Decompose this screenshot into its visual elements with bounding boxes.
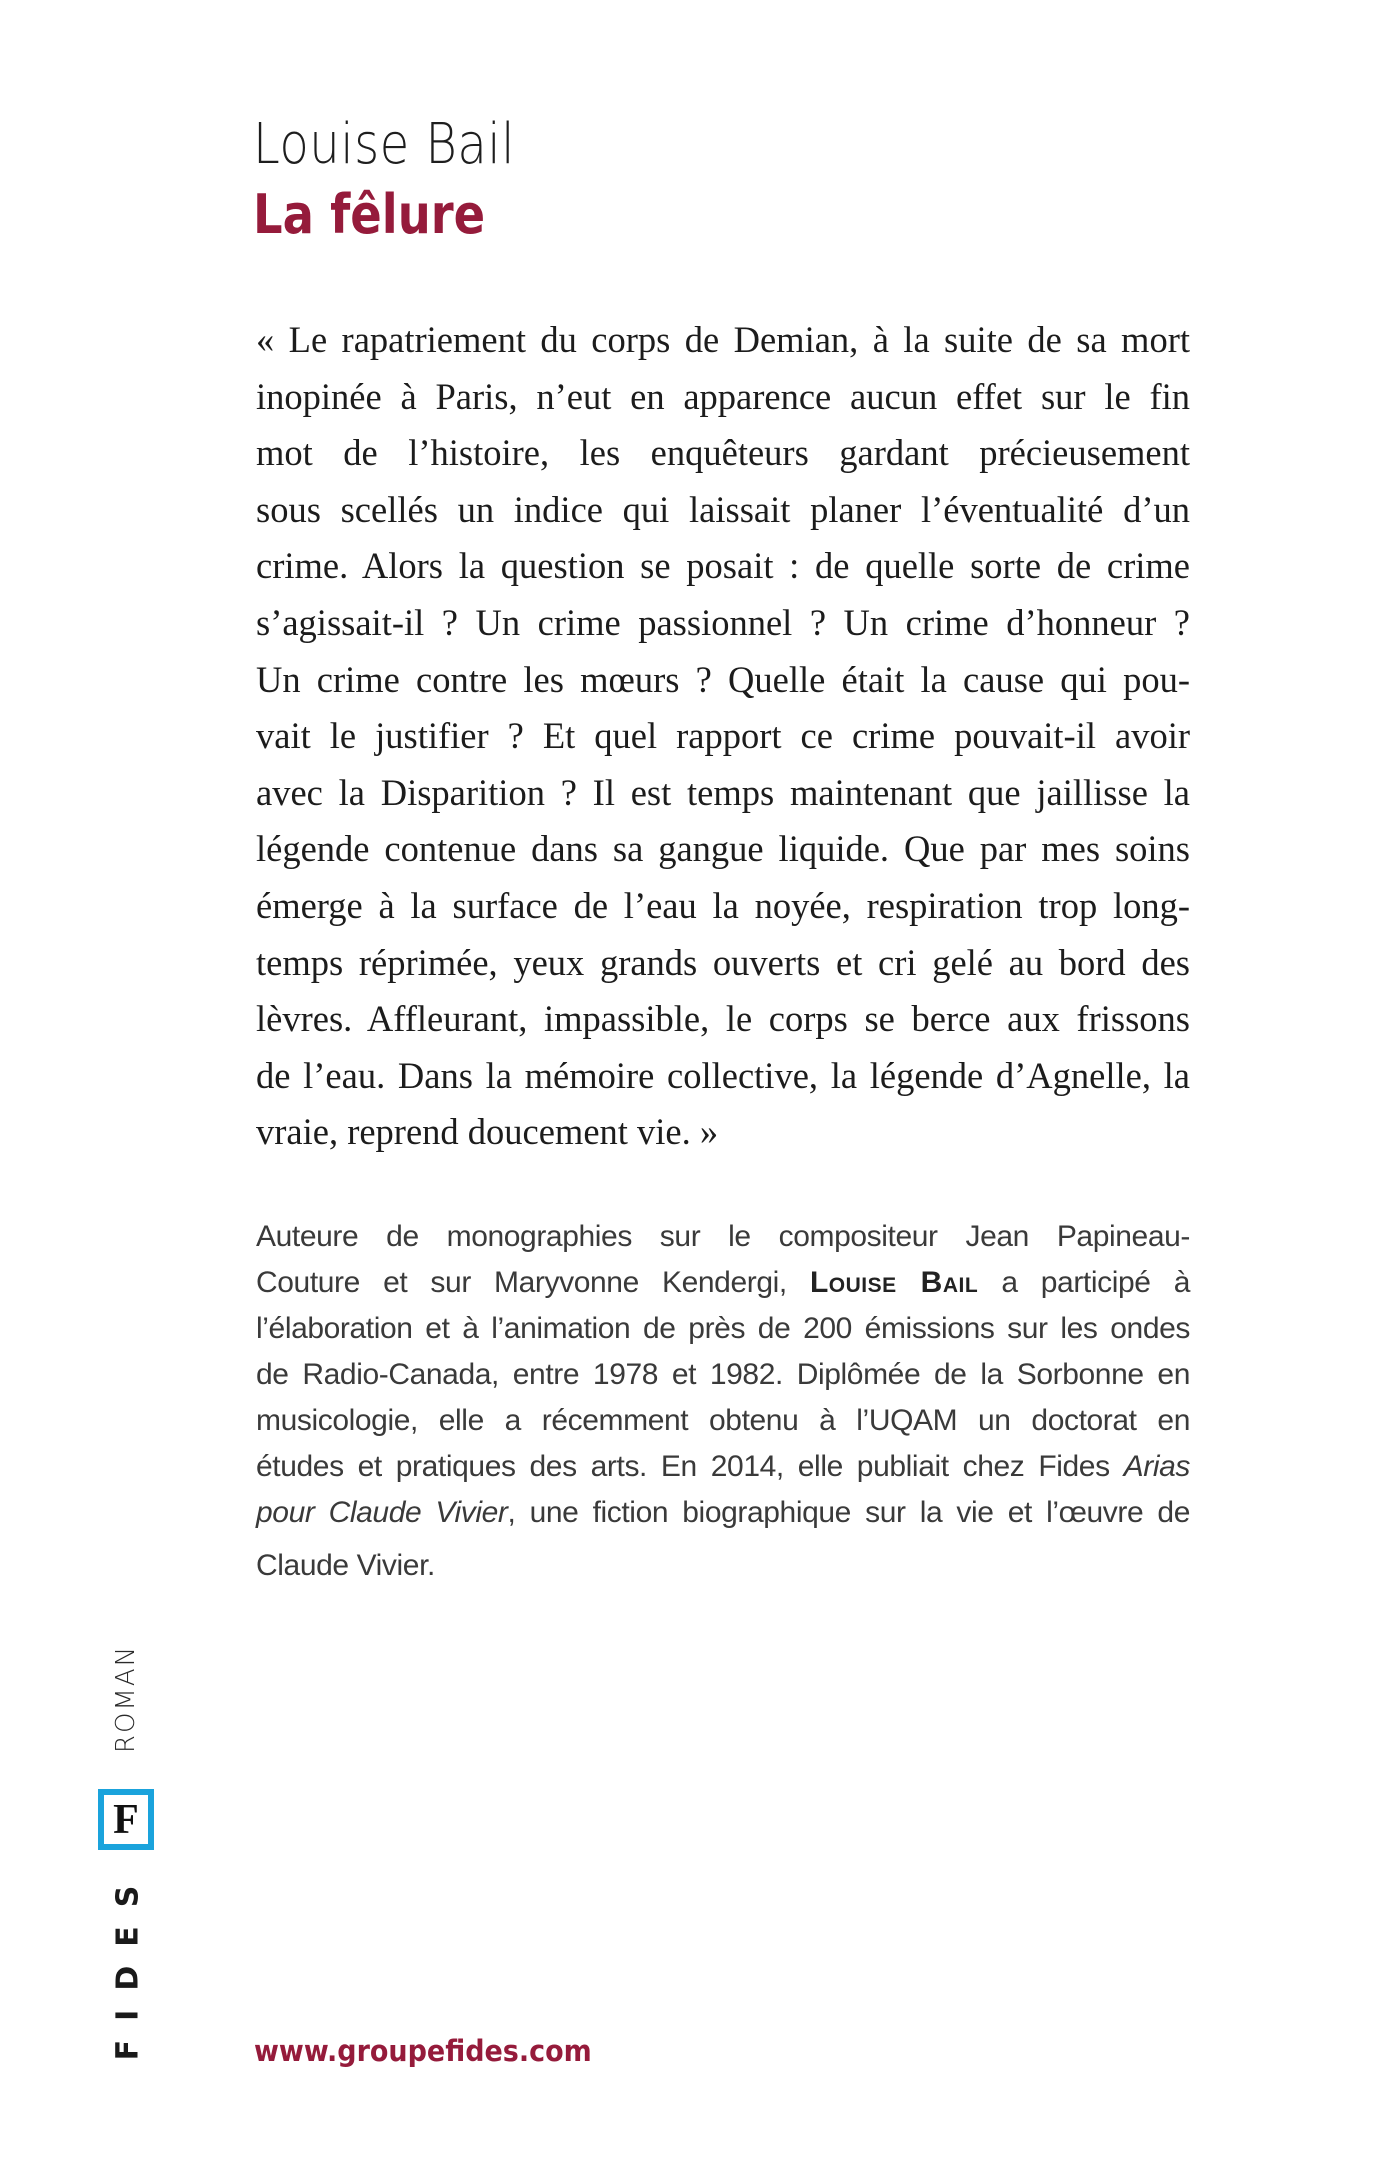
book-title-italic: Arias: [1123, 1450, 1190, 1483]
quote-line: lèvres. Affleurant, impassible, le corps se berce aux frissons: [256, 998, 1190, 1040]
quote-line: Un crime contre les mœurs ? Quelle était la cause qui pou-: [256, 658, 1190, 700]
quote-line: vait le justifier ? Et quel rapport ce crime pouvait-il avoir: [256, 715, 1190, 757]
quote-line: émerge à la surface de l’eau la noyée, respiration trop long-: [256, 884, 1190, 926]
quote-line: mot de l’histoire, les enquêteurs gardant précieusement: [256, 432, 1190, 474]
publisher-text: FIDES: [110, 1866, 146, 2061]
bio-line: [256, 1490, 1190, 1536]
bio-line: [256, 1260, 1190, 1306]
bio-line: Claude Vivier.: [256, 1549, 435, 1582]
bio-text: , une fiction biographique sur la vie et l’œuvre de: [507, 1496, 1190, 1529]
book-title: La fêlure: [253, 183, 486, 246]
quote-line: « Le rapatriement du corps de Demian, à la suite de sa mort: [256, 319, 1190, 360]
quote-line: temps réprimée, yeux grands ouverts et cri gelé au bord des: [256, 941, 1190, 983]
quote-line: crime. Alors la question se posait : de quelle sorte de crime: [256, 545, 1190, 587]
bio-text: études et pratiques des arts. En 2014, elle publiait chez Fides: [256, 1450, 1124, 1483]
excerpt-quote: [256, 312, 1190, 1161]
bio-line: de Radio-Canada, entre 1978 et 1982. Diplômée de la Sorbonne en: [256, 1358, 1190, 1391]
bio-text: Couture et sur Maryvonne Kendergi,: [256, 1266, 810, 1299]
quote-line: vraie, reprend doucement vie. »: [256, 1111, 719, 1153]
publisher-website-link[interactable]: www.groupefides.com: [254, 2034, 592, 2068]
book-title-italic: pour Claude Vivier: [256, 1496, 508, 1529]
author-name: Louise Bail: [253, 112, 515, 177]
quote-line: inopinée à Paris, n’eut en apparence aucun effet sur le fin: [256, 375, 1190, 417]
quote-line: avec la Disparition ? Il est temps maintenant que jaillisse la: [256, 771, 1190, 813]
bio-author-name: Louise Bail: [809, 1266, 979, 1299]
quote-line: légende contenue dans sa gangue liquide. Que par mes soins: [256, 828, 1190, 870]
bio-line: Auteure de monographies sur le compositeur Jean Papineau-: [256, 1220, 1190, 1253]
bio-line: musicologie, elle a récemment obtenu à l’UQAM un doctorat en: [256, 1404, 1190, 1437]
genre-text: ROMAN: [111, 1644, 141, 1754]
quote-line: s’agissait-il ? Un crime passionnel ? Un crime d’honneur ?: [256, 601, 1190, 643]
author-biography: [256, 1214, 1190, 1589]
bio-text: a participé à: [978, 1266, 1190, 1299]
genre-label: [111, 1644, 141, 1754]
logo-letter: F: [113, 1796, 139, 1843]
quote-line: de l’eau. Dans la mémoire collective, la légende d’Agnelle, la: [256, 1054, 1190, 1096]
bio-line: l’élaboration et à l’animation de près de 200 émissions sur les ondes: [256, 1312, 1190, 1345]
quote-line: sous scellés un indice qui laissait planer l’éventualité d’un: [256, 488, 1190, 530]
publisher-wordmark: [110, 1866, 146, 2061]
bio-line: [256, 1444, 1190, 1490]
fides-logo-icon: [98, 1789, 154, 1850]
